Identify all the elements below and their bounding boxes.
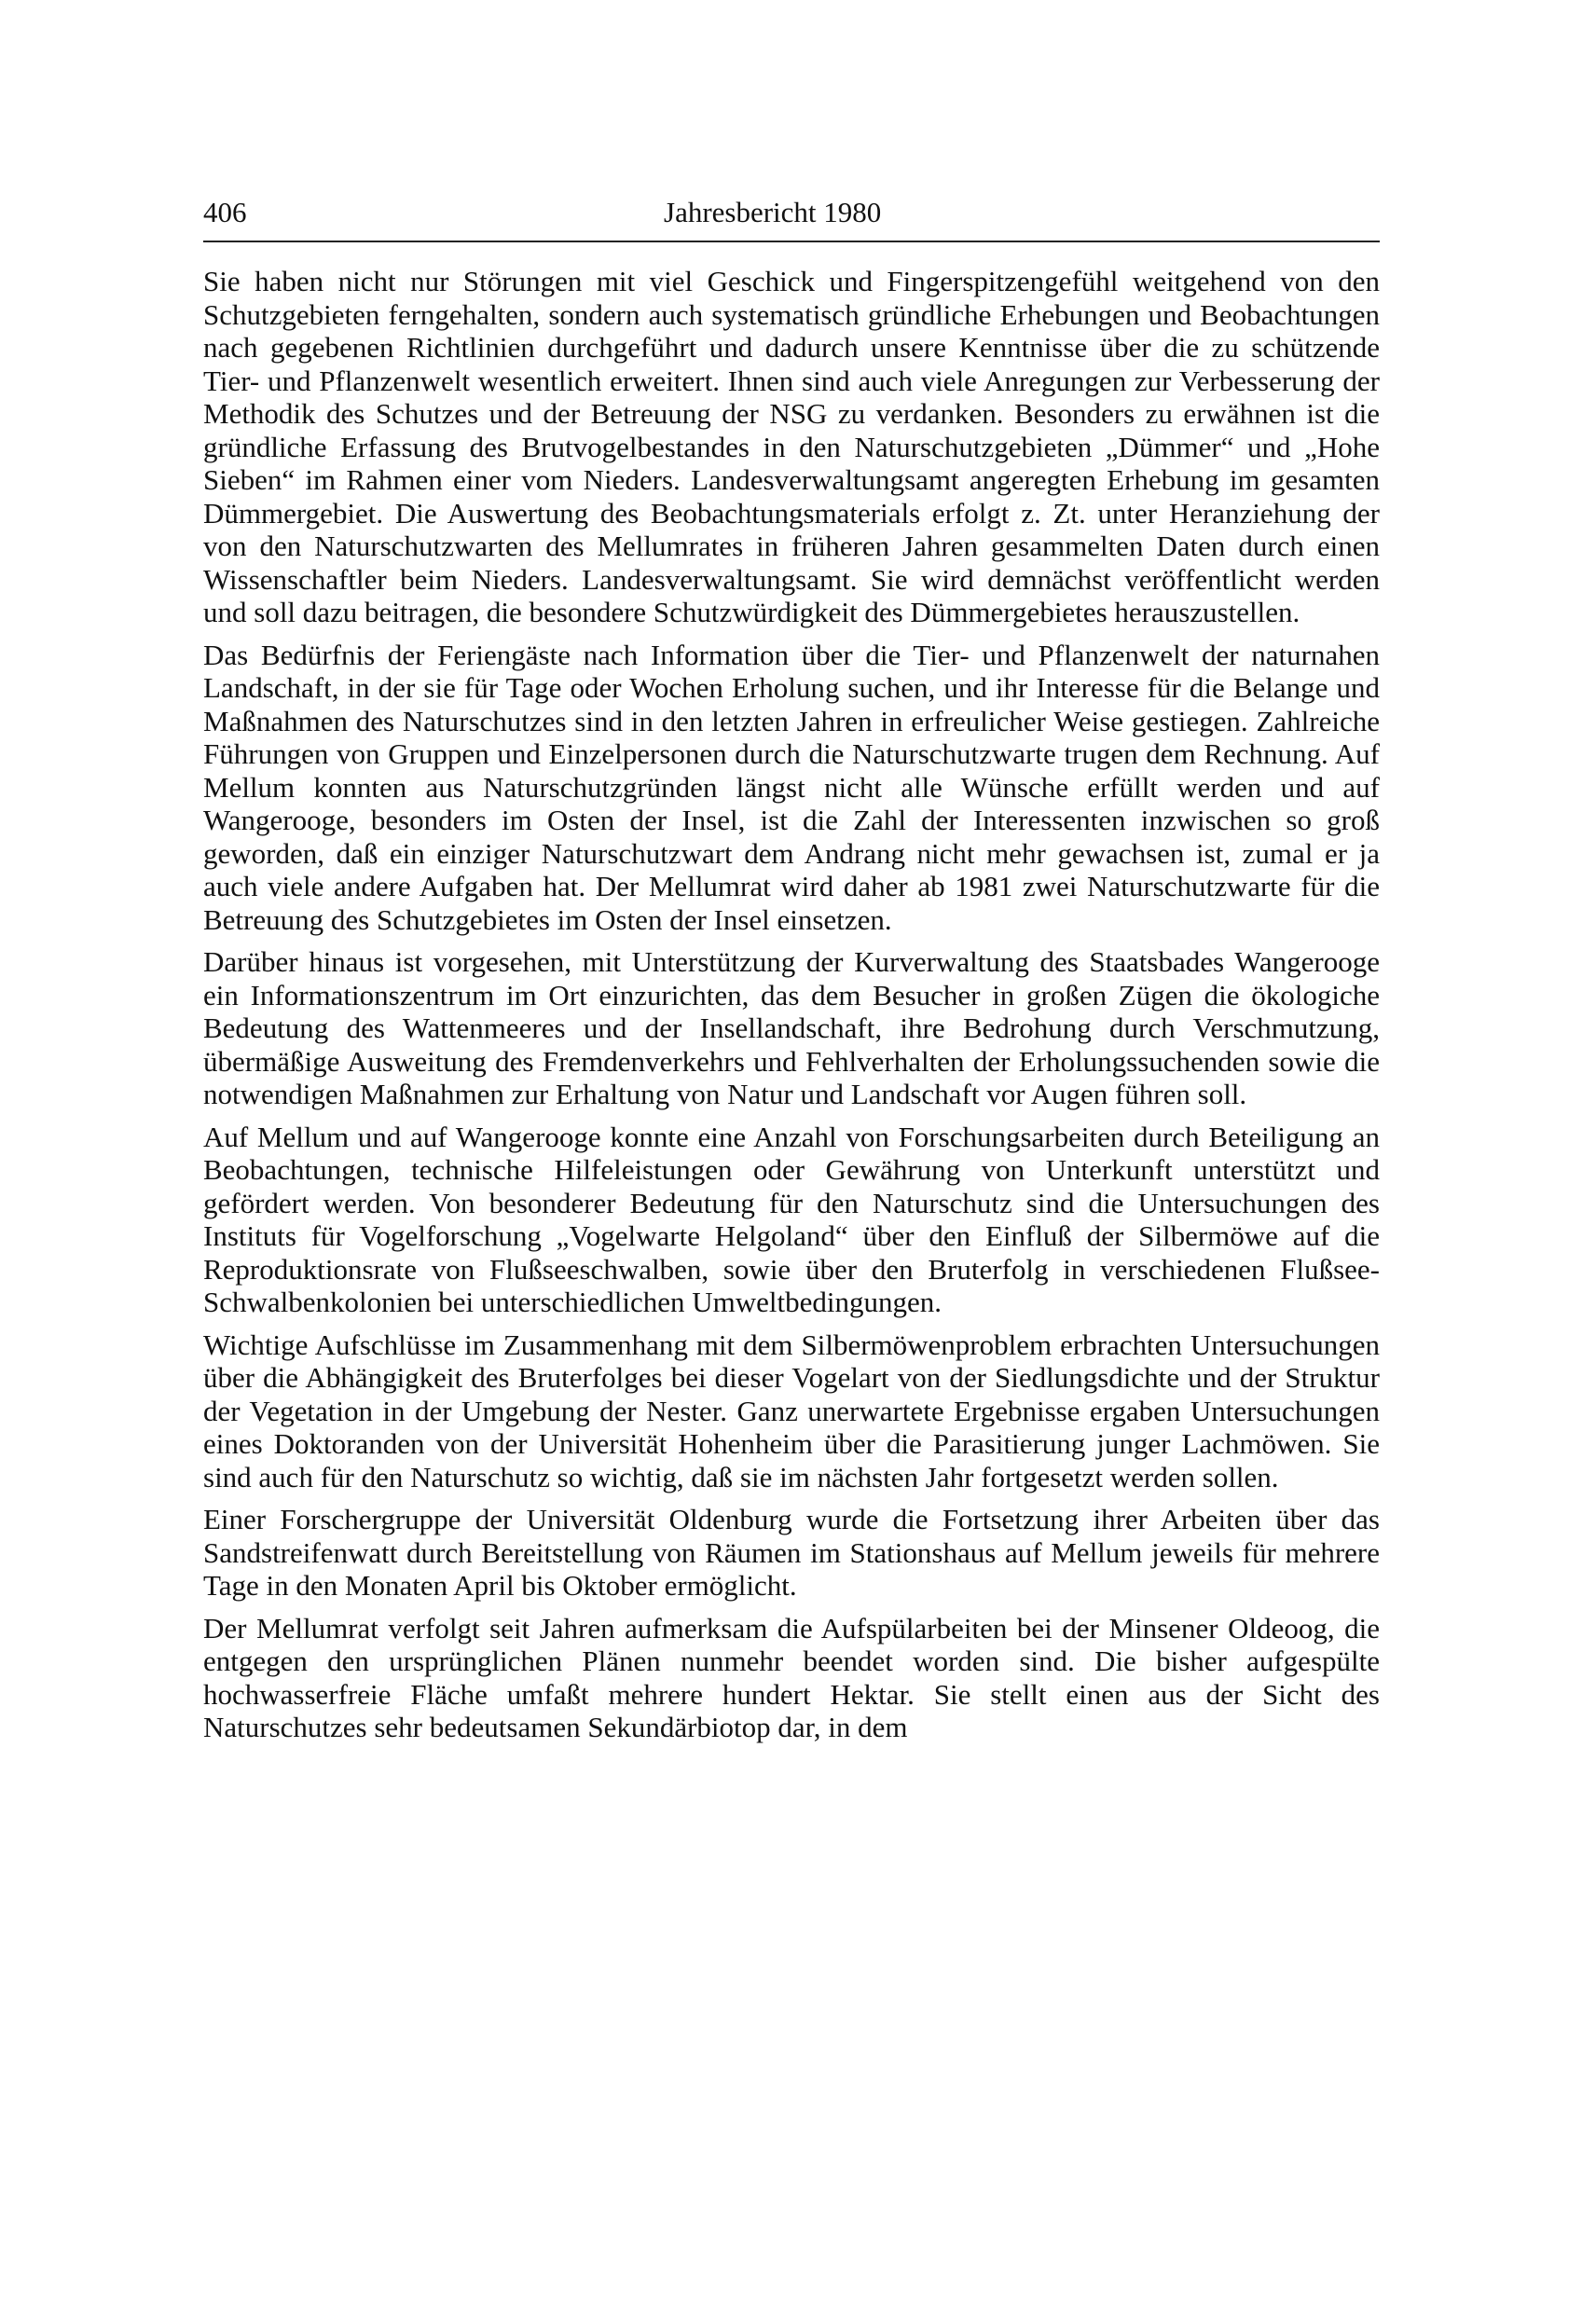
paragraph: Darüber hinaus ist vorgesehen, mit Unterstützung der Kurverwaltung des Staatsbades Wangerooge ein Informationszentrum im Ort einzurichten, das dem Besucher in großen Zügen die ökologiche Bedeutung des Wattenmeeres und der Insellandschaft, ihre Bedrohung durch Verschmutzung, übermäßige Ausweitung des Fremdenverkehrs und Fehlverhalten der Erholungssuchenden sowie die notwendigen Maßnahmen zur Erhaltung von Natur und Landschaft vor Augen führen soll.: [203, 945, 1380, 1110]
paragraph: Der Mellumrat verfolgt seit Jahren aufmerksam die Aufspülarbeiten bei der Minsener Oldeoog, die entgegen den ursprünglichen Plänen nunmehr beendet worden sind. Die bisher aufgespülte hochwasserfreie Fläche umfaßt mehrere hundert Hektar. Sie stellt einen aus der Sicht des Naturschutzes sehr bedeutsamen Sekundärbiotop dar, in dem: [203, 1611, 1380, 1743]
running-header: [203, 191, 1380, 234]
page-number: 406: [203, 196, 247, 228]
running-title: Jahresbericht 1980: [664, 196, 882, 228]
body-text: [203, 265, 1380, 1754]
document-page: [203, 0, 1380, 2312]
paragraph: Wichtige Aufschlüsse im Zusammenhang mit dem Silbermöwenproblem erbrachten Untersuchungen über die Abhängigkeit des Bruterfolges bei dieser Vogelart von der Siedlungsdichte und der Struktur der Vegetation in der Umgebung der Nester. Ganz unerwartete Ergebnisse ergaben Untersuchungen eines Doktoranden von der Universität Hohenheim über die Parasitierung junger Lachmöwen. Sie sind auch für den Naturschutz so wichtig, daß sie im nächsten Jahr fortgesetzt werden sollen.: [203, 1328, 1380, 1493]
paragraph: Sie haben nicht nur Störungen mit viel Geschick und Fingerspitzengefühl weitgehend von den Schutzgebieten ferngehalten, sondern auch systematisch gründliche Erhebungen und Beobachtungen nach gegebenen Richtlinien durchgeführt und dadurch unsere Kenntnisse über die zu schützende Tier- und Pflanzenwelt wesentlich erweitert. Ihnen sind auch viele Anregungen zur Verbesserung der Methodik des Schutzes und der Betreuung der NSG zu verdanken. Besonders zu erwähnen ist die gründliche Erfassung des Brutvogelbestandes in den Naturschutzgebieten „Dümmer“ und „Hohe Sieben“ im Rahmen einer vom Nieders. Landesverwaltungsamt angeregten Erhebung im gesamten Dümmergebiet. Die Auswertung des Beobachtungsmaterials erfolgt z. Zt. unter Heranziehung der von den Naturschutzwarten des Mellumrates in früheren Jahren gesammelten Daten durch einen Wissenschaftler beim Nieders. Landesverwaltungsamt. Sie wird demnächst veröffentlicht werden und soll dazu beitragen, die besondere Schutzwürdigkeit des Dümmergebietes herauszustellen.: [203, 265, 1380, 628]
header-rule: [203, 241, 1380, 242]
paragraph: Einer Forschergruppe der Universität Oldenburg wurde die Fortsetzung ihrer Arbeiten über das Sandstreifenwatt durch Bereitstellung von Räumen im Stationshaus auf Mellum jeweils für mehrere Tage in den Monaten April bis Oktober ermöglicht.: [203, 1503, 1380, 1602]
paragraph: Auf Mellum und auf Wangerooge konnte eine Anzahl von Forschungsarbeiten durch Beteiligung an Beobachtungen, technische Hilfeleistungen oder Gewährung von Unterkunft unterstützt und gefördert werden. Von besonderer Bedeutung für den Naturschutz sind die Untersuchungen des Instituts für Vogelforschung „Vogelwarte Helgoland“ über den Einfluß der Silbermöwe auf die Reproduktionsrate von Flußseeschwalben, sowie über den Bruterfolg in verschiedenen Flußsee-Schwalbenkolonien bei unterschiedlichen Umweltbedingungen.: [203, 1120, 1380, 1318]
paragraph: Das Bedürfnis der Feriengäste nach Information über die Tier- und Pflanzenwelt der naturnahen Landschaft, in der sie für Tage oder Wochen Erholung suchen, und ihr Interesse für die Belange und Maßnahmen des Naturschutzes sind in den letzten Jahren in erfreulicher Weise gestiegen. Zahlreiche Führungen von Gruppen und Einzelpersonen durch die Naturschutzwarte trugen dem Rechnung. Auf Mellum konnten aus Naturschutzgründen längst nicht alle Wünsche erfüllt werden und auf Wangerooge, besonders im Osten der Insel, ist die Zahl der Interessenten inzwischen so groß geworden, daß ein einziger Naturschutzwart dem Andrang nicht mehr gewachsen ist, zumal er ja auch viele andere Aufgaben hat. Der Mellumrat wird daher ab 1981 zwei Naturschutzwarte für die Betreuung des Schutzgebietes im Osten der Insel einsetzen.: [203, 638, 1380, 936]
